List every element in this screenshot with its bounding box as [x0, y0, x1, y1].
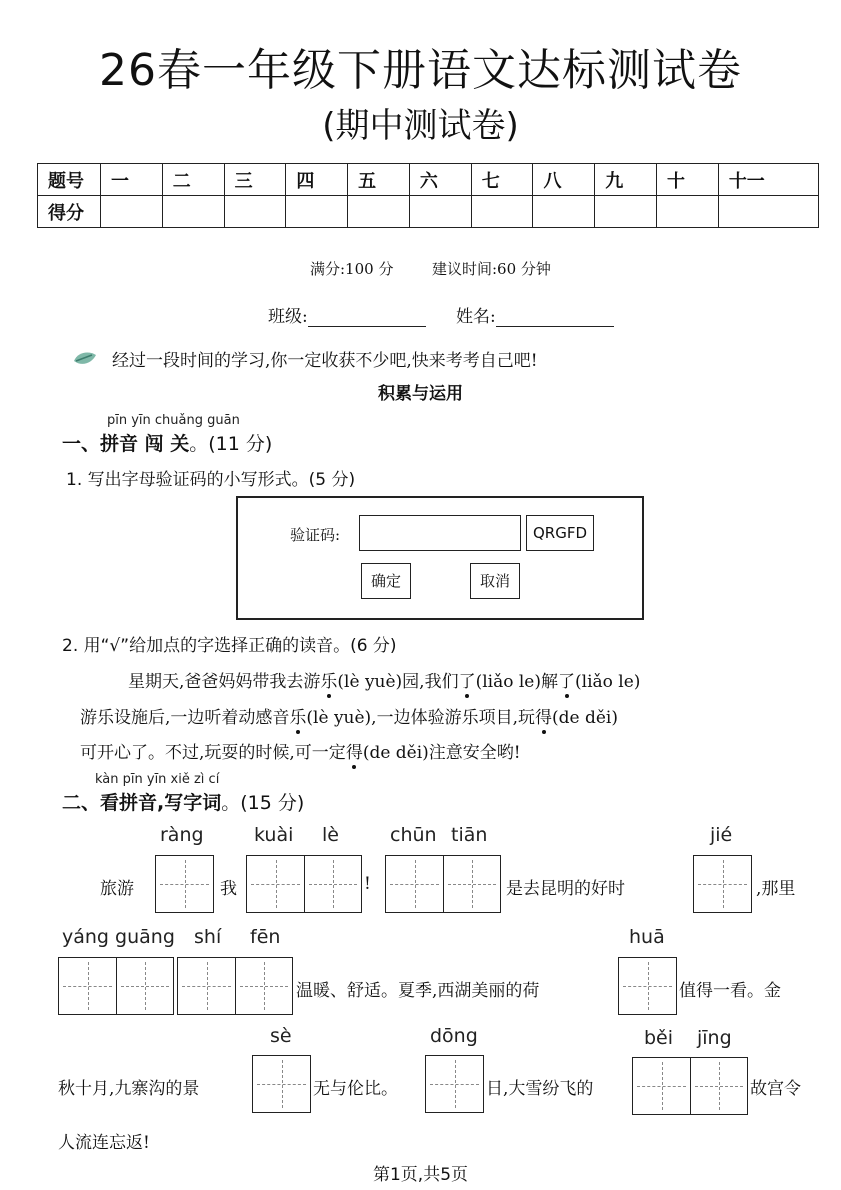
- exercise-text: 温暖、舒适。夏季,西湖美丽的荷: [296, 981, 540, 1001]
- score-cell[interactable]: [409, 196, 471, 228]
- q2-text: 可开心了。不过,玩耍的时候,可一定: [80, 743, 346, 763]
- pinyin-label: fēn: [250, 926, 281, 948]
- section2-score: 。(15 分): [221, 792, 305, 814]
- writing-grid[interactable]: [177, 957, 293, 1015]
- dotted-char: 了: [459, 667, 476, 692]
- section1-score: 。(11 分): [189, 433, 273, 455]
- writing-grid[interactable]: [618, 957, 677, 1015]
- pinyin-label: jīng: [697, 1027, 732, 1049]
- intro-text: 经过一段时间的学习,你一定收获不少吧,快来考考自己吧!: [112, 351, 538, 371]
- name-label: 姓名:: [456, 307, 496, 327]
- q2-text: 游乐设施后,一边听着动感音: [80, 708, 290, 728]
- pinyin-label: jié: [710, 824, 733, 846]
- name-blank[interactable]: [496, 310, 614, 327]
- pinyin-label: shí: [194, 926, 222, 948]
- section1-number: 一、: [62, 433, 101, 455]
- page-title: 26春一年级下册语文达标测试卷: [99, 45, 742, 96]
- page-footer: 第1页,共5页: [372, 1165, 469, 1185]
- exercise-text: 是去昆明的好时: [506, 879, 625, 899]
- q2-line-2: [80, 703, 618, 728]
- pinyin-label: kuài: [254, 824, 294, 846]
- score-table: [37, 163, 819, 228]
- pinyin-label: běi: [644, 1027, 674, 1049]
- dotted-char: 得: [535, 703, 552, 728]
- score-table-col: 八: [533, 164, 595, 196]
- score-cell[interactable]: [224, 196, 286, 228]
- score-cell[interactable]: [595, 196, 657, 228]
- q2-text: 星期天,爸爸妈妈带我去游: [128, 672, 321, 692]
- question-1: 1. 写出字母验证码的小写形式。(5 分): [66, 470, 356, 490]
- score-cell[interactable]: [162, 196, 224, 228]
- section1-heading: [62, 429, 272, 456]
- q2-line-1: [128, 667, 640, 692]
- score-table-col: 五: [348, 164, 410, 196]
- score-table-col: 三: [224, 164, 286, 196]
- exercise-text: 故宫令: [750, 1079, 801, 1099]
- pinyin-label: huā: [629, 926, 665, 948]
- confirm-button[interactable]: 确定: [361, 563, 411, 599]
- section1-pinyin: pīn yīn chuǎng guān: [107, 413, 240, 428]
- score-cell[interactable]: [657, 196, 719, 228]
- writing-grid[interactable]: [385, 855, 501, 913]
- q2-text: (liǎo le): [575, 672, 641, 692]
- pinyin-label: chūn: [390, 824, 437, 846]
- score-table-col: 四: [286, 164, 348, 196]
- score-table-col: 七: [471, 164, 533, 196]
- section2-number: 二、: [62, 792, 101, 814]
- writing-grid[interactable]: [693, 855, 752, 913]
- class-blank[interactable]: [308, 310, 426, 327]
- q2-text: (de děi)注意安全哟!: [362, 743, 521, 763]
- section1-title: 拼音 闯 关: [100, 433, 190, 455]
- score-table-col: 十: [657, 164, 719, 196]
- score-table-header-row: [38, 164, 819, 196]
- pinyin-label: lè: [322, 824, 339, 846]
- captcha-label: 验证码:: [290, 526, 341, 544]
- score-cell[interactable]: [286, 196, 348, 228]
- q2-line-3: [80, 738, 521, 763]
- score-table-col: 二: [162, 164, 224, 196]
- pinyin-label: tiān: [451, 824, 488, 846]
- score-cell[interactable]: [533, 196, 595, 228]
- score-table-row-label: 题号: [38, 164, 101, 196]
- page-subtitle: (期中测试卷): [322, 106, 519, 146]
- q2-text: (lè yuè)园,我们: [337, 672, 459, 692]
- exercise-text: 日,大雪纷飞的: [486, 1079, 594, 1099]
- section2-heading: [62, 788, 304, 815]
- section2-pinyin: kàn pīn yīn xiě zì cí: [95, 772, 220, 787]
- pinyin-label: dōng: [430, 1025, 478, 1047]
- name-field[interactable]: [456, 302, 614, 327]
- exercise-text: 无与伦比。: [313, 1079, 398, 1099]
- leaf-icon: [72, 349, 98, 369]
- exercise-text: 人流连忘返!: [58, 1133, 150, 1153]
- pinyin-label: yáng guāng: [62, 926, 175, 948]
- exercise-text: 旅游: [100, 879, 134, 899]
- exercise-text: ,那里: [756, 879, 796, 899]
- dotted-char: 了: [558, 667, 575, 692]
- score-table-score-row: [38, 196, 819, 228]
- class-field[interactable]: [268, 302, 426, 327]
- question-2: 2. 用“√”给加点的字选择正确的读音。(6 分): [62, 636, 397, 656]
- dotted-char: 乐: [320, 667, 337, 692]
- class-label: 班级:: [268, 307, 308, 327]
- writing-grid[interactable]: [252, 1055, 311, 1113]
- score-table-row-label: 得分: [38, 196, 101, 228]
- captcha-input[interactable]: [359, 515, 521, 551]
- score-cell[interactable]: [471, 196, 533, 228]
- dotted-char: 得: [346, 738, 363, 763]
- part-heading: 积累与运用: [378, 384, 463, 404]
- score-cell[interactable]: [348, 196, 410, 228]
- cancel-button[interactable]: 取消: [470, 563, 520, 599]
- writing-grid[interactable]: [246, 855, 362, 913]
- captcha-code: QRGFD: [526, 515, 594, 551]
- exercise-text: 秋十月,九寨沟的景: [58, 1079, 200, 1099]
- q2-text: (liǎo le)解: [475, 672, 559, 692]
- pinyin-label: ràng: [160, 824, 204, 846]
- q2-text: (lè yuè),一边体验游乐项目,玩: [306, 708, 535, 728]
- full-score: 满分:100 分: [310, 260, 394, 278]
- score-table-col: 一: [101, 164, 163, 196]
- pinyin-label: sè: [270, 1025, 292, 1047]
- suggested-time: 建议时间:60 分钟: [432, 260, 551, 278]
- score-table-col: 六: [409, 164, 471, 196]
- section2-title: 看拼音,写字词: [100, 792, 222, 814]
- writing-grid[interactable]: [58, 957, 174, 1015]
- score-cell[interactable]: [101, 196, 163, 228]
- exercise-text: 我: [220, 879, 237, 899]
- writing-grid[interactable]: [425, 1055, 484, 1113]
- dotted-char: 乐: [289, 703, 306, 728]
- score-table-col: 十一: [718, 164, 818, 196]
- exercise-text: 值得一看。金: [679, 981, 781, 1001]
- exercise-text: !: [364, 874, 371, 894]
- score-table-col: 九: [595, 164, 657, 196]
- writing-grid[interactable]: [155, 855, 214, 913]
- q2-text: (de děi): [552, 708, 618, 728]
- writing-grid[interactable]: [632, 1057, 748, 1115]
- score-cell[interactable]: [718, 196, 818, 228]
